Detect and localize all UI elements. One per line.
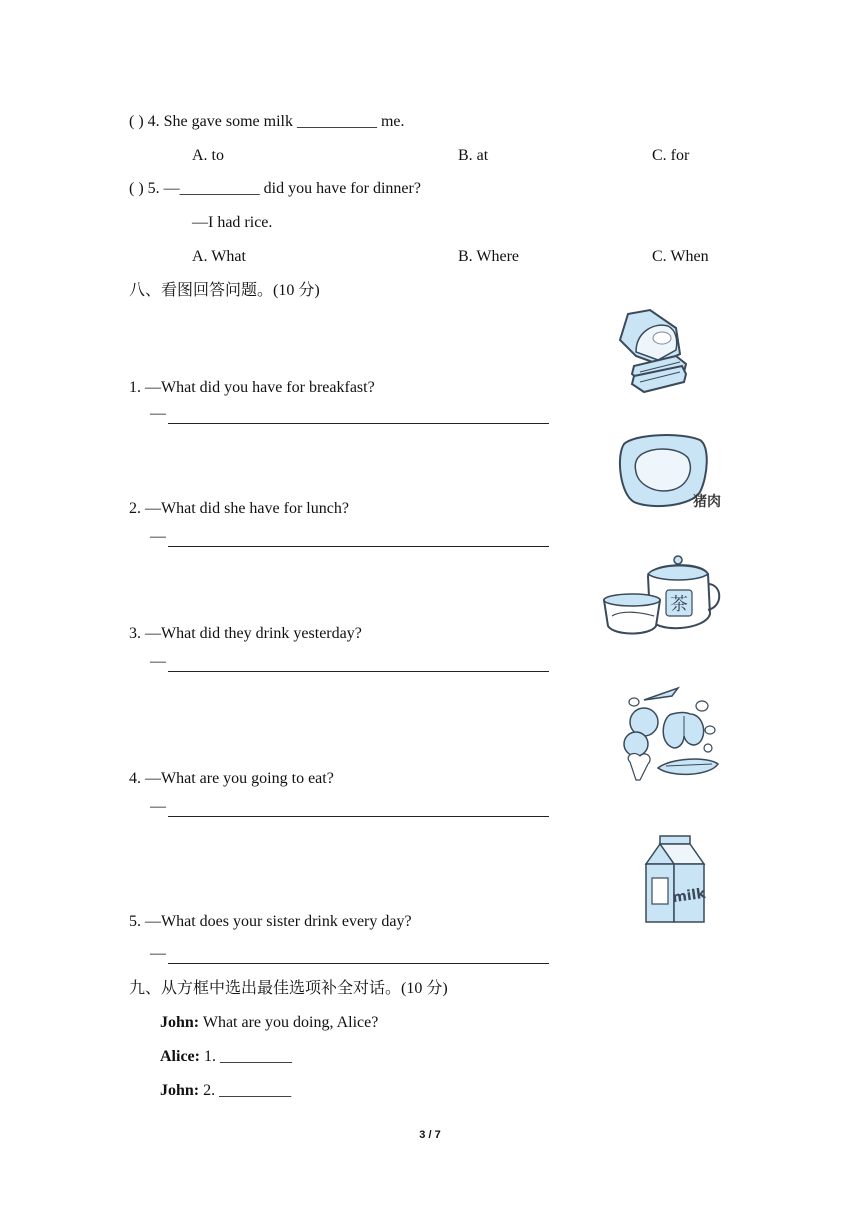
answer-line-5[interactable] xyxy=(168,963,549,964)
answer-dash-5: — xyxy=(150,945,166,962)
answer-line-3[interactable] xyxy=(168,671,549,672)
question-4-stem: ( ) 4. She gave some milk __________ me. xyxy=(129,113,405,130)
picture-question-3: 3. —What did they drink yesterday? xyxy=(129,625,362,642)
question-5-option-c: C. When xyxy=(652,248,709,265)
question-5-option-b: B. Where xyxy=(458,248,520,265)
answer-line-2[interactable] xyxy=(168,546,549,547)
milk-carton-icon xyxy=(642,834,708,926)
pork-label: 猪肉 xyxy=(693,494,721,510)
milk-label: milk xyxy=(671,885,707,907)
answer-line-4[interactable] xyxy=(168,816,549,817)
dialogue-blank-2[interactable]: 2. _________ xyxy=(199,1082,292,1099)
answer-line-1[interactable] xyxy=(168,423,549,424)
question-4-option-a: A. to xyxy=(192,147,224,164)
page-number: 3 / 7 xyxy=(419,1129,441,1141)
question-4-option-b: B. at xyxy=(458,147,489,164)
question-4-option-c: C. for xyxy=(652,147,690,164)
picture-question-2: 2. —What did she have for lunch? xyxy=(129,500,349,517)
question-5-option-a: A. What xyxy=(192,248,246,265)
answer-dash-4: — xyxy=(150,798,166,815)
question-5-stem: ( ) 5. —__________ did you have for dinner? xyxy=(129,180,421,197)
dialogue-line-3 xyxy=(160,1081,291,1101)
speaker-john-2: John: xyxy=(160,1082,200,1099)
section-8-title: 八、看图回答问题。(10 分) xyxy=(129,282,320,299)
vegetables-icon xyxy=(614,686,722,782)
dialogue-line-2 xyxy=(160,1047,292,1067)
tea-label: 茶 xyxy=(670,594,688,615)
answer-dash-1: — xyxy=(150,405,166,422)
pork-icon xyxy=(612,432,730,514)
dialogue-line-1 xyxy=(160,1013,378,1033)
section-9-title: 九、从方框中选出最佳选项补全对话。(10 分) xyxy=(129,980,448,997)
answer-dash-2: — xyxy=(150,528,166,545)
picture-question-1: 1. —What did you have for breakfast? xyxy=(129,379,375,396)
tea-icon xyxy=(600,554,726,638)
bread-icon xyxy=(606,306,690,394)
dialogue-text-1: What are you doing, Alice? xyxy=(199,1014,379,1031)
speaker-alice: Alice: xyxy=(160,1048,200,1065)
question-5-reply: —I had rice. xyxy=(192,214,273,231)
picture-question-5: 5. —What does your sister drink every day? xyxy=(129,913,412,930)
picture-question-4: 4. —What are you going to eat? xyxy=(129,770,334,787)
speaker-john: John: xyxy=(160,1014,200,1031)
dialogue-blank-1[interactable]: 1. _________ xyxy=(199,1048,292,1065)
answer-dash-3: — xyxy=(150,653,166,670)
